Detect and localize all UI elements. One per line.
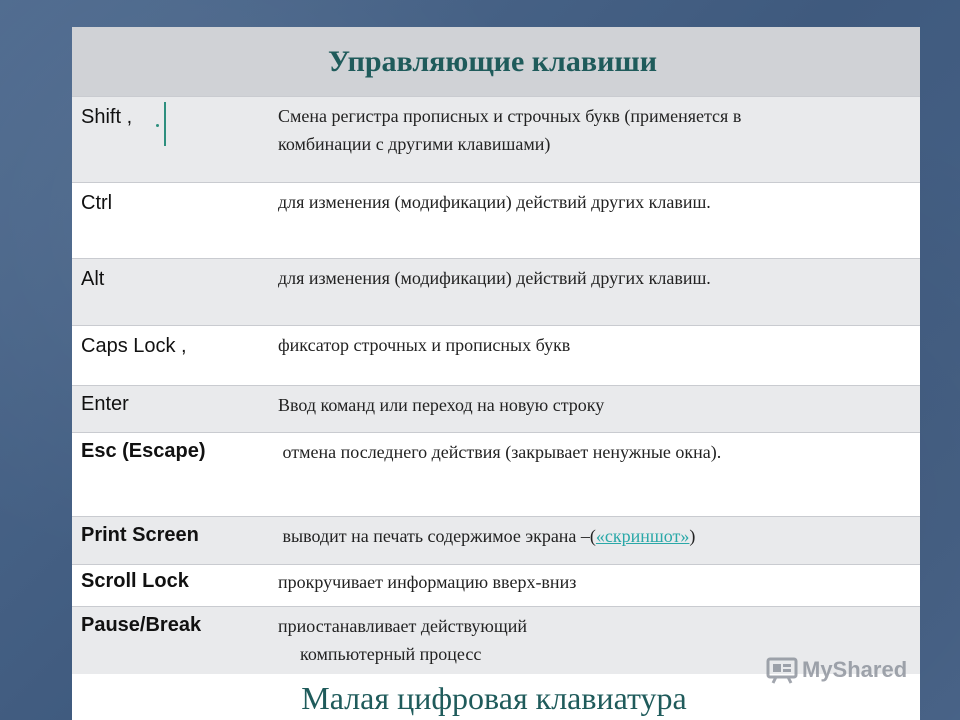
key-name: Esc (Escape) — [81, 440, 206, 462]
numeric-keypad-heading: Малая цифровая клавиатура — [301, 680, 687, 716]
row-divider — [72, 606, 920, 607]
key-description: отмена последнего действия (закрывает ненужные окна). — [278, 442, 722, 462]
projector-icon — [766, 656, 798, 684]
key-description: выводит на печать содержимое экрана –(«скриншот») — [278, 526, 696, 546]
table-row-ctrl — [72, 182, 920, 258]
row-divider — [72, 325, 920, 326]
row-divider — [72, 432, 920, 433]
key-name: Enter — [81, 393, 129, 415]
table-title-row — [72, 27, 920, 96]
row-divider — [72, 96, 920, 97]
key-description: для изменения (модификации) действий других клавиш. — [278, 192, 711, 212]
key-name: Shift , — [81, 106, 133, 128]
key-description: приостанавливает действующий компьютерный процесс — [278, 616, 527, 664]
table-row-enter — [72, 385, 920, 432]
table-row-caps-lock — [72, 325, 920, 385]
key-description: для изменения (модификации) действий других клавиш. — [278, 268, 711, 288]
key-description: Смена регистра прописных и строчных букв (применяется в комбинации с другими клавишами) — [278, 106, 742, 154]
table-row-esc — [72, 432, 920, 516]
key-name: Print Screen — [81, 524, 199, 546]
row-divider — [72, 182, 920, 183]
key-name: Ctrl — [81, 192, 113, 214]
key-name: Caps Lock , — [81, 335, 187, 357]
key-description: фиксатор строчных и прописных букв — [278, 335, 571, 355]
key-description: прокручивает информацию вверх-вниз — [278, 572, 577, 592]
watermark-text: MyShared — [802, 657, 908, 682]
myshared-watermark — [766, 656, 907, 684]
table-row-scroll-lock — [72, 564, 920, 606]
key-name: Alt — [81, 268, 105, 290]
screenshot-link[interactable]: «скриншот» — [595, 526, 690, 546]
key-name: Scroll Lock — [81, 570, 189, 592]
row-divider — [72, 516, 920, 517]
row-divider — [72, 258, 920, 259]
table-row-shift — [72, 96, 920, 182]
key-name: Pause/Break — [81, 614, 202, 636]
control-keys-table — [72, 27, 920, 720]
text-cursor-icon — [156, 102, 168, 146]
table-title: Управляющие клавиши — [328, 44, 657, 78]
table-row-print-screen — [72, 516, 920, 564]
row-divider — [72, 564, 920, 565]
row-divider — [72, 385, 920, 386]
key-description: Ввод команд или переход на новую строку — [278, 395, 605, 415]
table-row-alt — [72, 258, 920, 325]
